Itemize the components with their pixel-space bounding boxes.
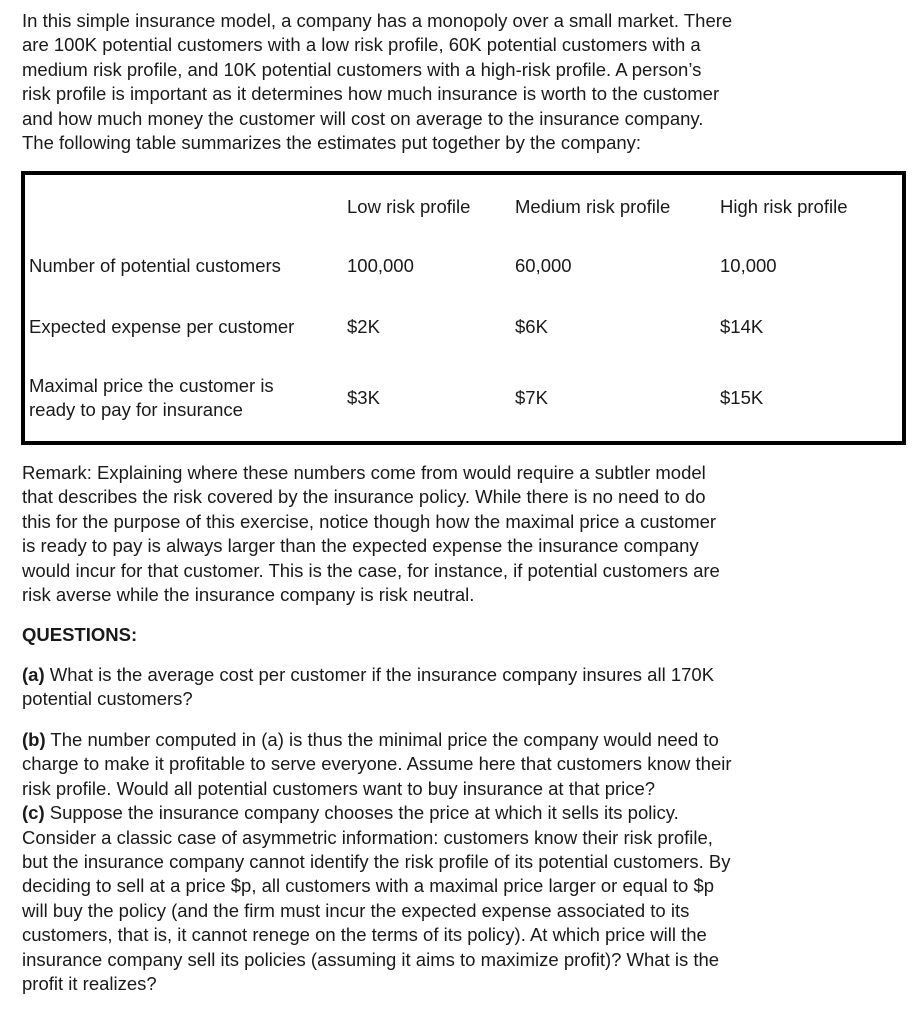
question-b-marker: (b) [22,729,46,750]
question-line: The number computed in (a) is thus the minimal price the company would need to [45,729,719,750]
cell-medium-max-price: $7K [515,387,548,408]
remark-line: that describes the risk covered by the insurance policy. While there is no need to do [22,486,706,508]
question-line: will buy the policy (and the firm must incur the expected expense associated to its [22,899,690,921]
header-low-risk: Low risk profile [347,196,471,217]
question-line: profit it realizes? [22,973,157,995]
intro-line: and how much money the customer will cost on average to the insurance company. [22,107,704,129]
cell-low-number: 100,000 [347,255,414,276]
remark-line: risk averse while the insurance company is risk neutral. [22,584,475,606]
row-label-line: ready to pay for insurance [29,399,243,420]
question-c-marker: (c) [22,802,45,824]
question-line: charge to make it profitable to serve everyone. Assume here that customers know their [22,753,732,775]
row-label-maximal-price [29,374,339,422]
cell-medium-number: 60,000 [515,255,572,276]
cell-high-number: 10,000 [720,255,777,276]
header-high-risk: High risk profile [720,196,848,217]
intro-line: The following table summarizes the estimates put together by the company: [22,132,642,154]
remark-line: would incur for that customer. This is the case, for instance, if potential customers are [22,559,720,581]
cell-low-expense: $2K [347,316,380,337]
estimates-table [21,171,906,445]
remark-line: Remark: Explaining where these numbers come from would require a subtler model [22,462,706,483]
cell-high-max-price: $15K [720,387,764,408]
remark-line: this for the purpose of this exercise, notice though how the maximal price a customer [22,510,717,532]
question-line: Suppose the insurance company chooses the price at which it sells its policy. [44,802,679,824]
row-label-line: Maximal price the customer is [29,375,274,396]
question-line: What is the average cost per customer if the insurance company insures all 170K [44,664,715,685]
cell-high-expense: $14K [720,316,764,337]
intro-line: In this simple insurance model, a company has a monopoly over a small market. There [22,10,733,31]
cell-medium-expense: $6K [515,316,548,337]
question-line: potential customers? [22,688,193,710]
question-a [22,663,882,712]
question-line: customers, that is, it cannot renege on the terms of its policy). At which price will the [22,924,707,946]
questions-heading: QUESTIONS: [22,624,138,645]
question-line: insurance company sell its policies (assuming it aims to maximize profit)? What is the [22,948,720,970]
row-label-number-customers: Number of potential customers [29,255,281,276]
question-line: Consider a classic case of asymmetric information: customers know their risk profile, [22,826,713,848]
intro-line: are 100K potential customers with a low risk profile, 60K potential customers with a [22,34,701,56]
question-b-c-block [22,728,882,996]
intro-paragraph [22,9,882,155]
question-line: but the insurance company cannot identify the risk profile of its potential customers. By [22,851,731,873]
intro-line: medium risk profile, and 10K potential customers with a high-risk profile. A person’s [22,58,702,80]
question-line: deciding to sell at a price $p, all customers with a maximal price larger or equal to $p [22,875,715,897]
question-a-marker: (a) [22,664,45,685]
question-line: risk profile. Would all potential customers want to buy insurance at that price? [22,777,656,799]
row-label-expected-expense: Expected expense per customer [29,316,295,337]
header-medium-risk: Medium risk profile [515,196,671,217]
remark-paragraph [22,461,882,607]
intro-line: risk profile is important as it determines how much insurance is worth to the customer [22,83,720,105]
remark-line: is ready to pay is always larger than the expected expense the insurance company [22,535,699,557]
cell-low-max-price: $3K [347,387,380,408]
